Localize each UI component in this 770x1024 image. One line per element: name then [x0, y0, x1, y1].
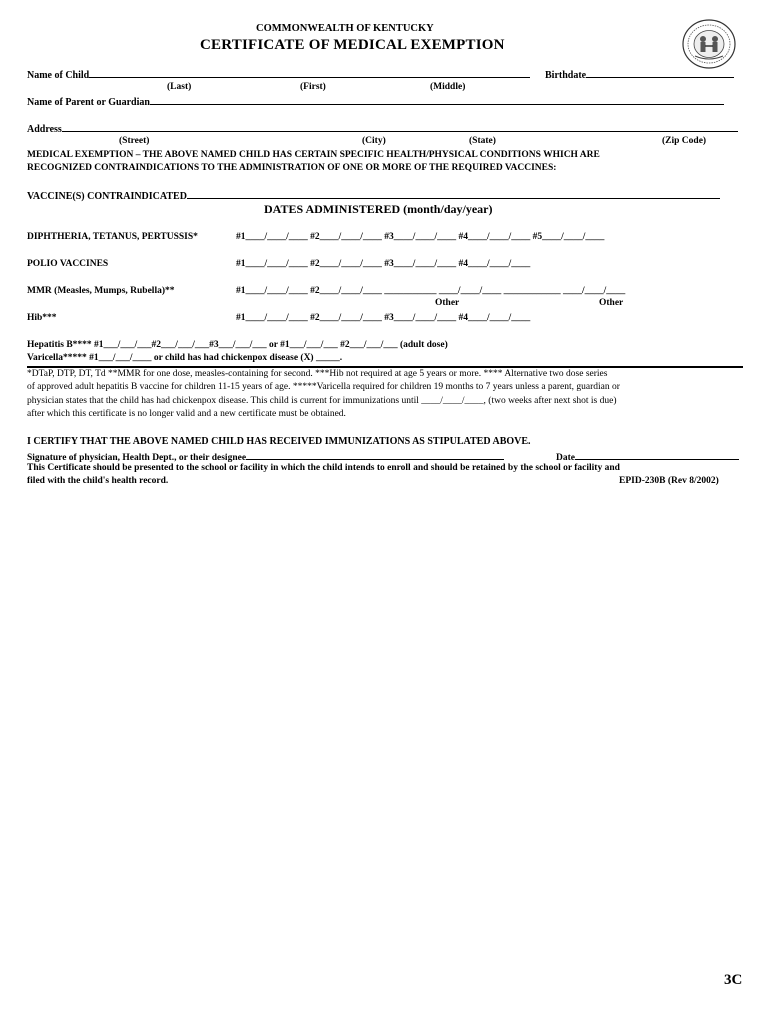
date-field[interactable]	[556, 450, 739, 463]
child-name-field[interactable]	[27, 68, 530, 81]
dates-heading: DATES ADMINISTERED (month/day/year)	[264, 202, 493, 216]
polio-date-fields[interactable]: #1____/____/____ #2____/____/____ #3____/____/____ #4____/____/____	[236, 259, 531, 269]
form-title: CERTIFICATE OF MEDICAL EXEMPTION	[200, 37, 505, 53]
hib-label: Hib***	[27, 313, 57, 323]
first-name-caption: (First)	[300, 82, 326, 92]
parent-name-field[interactable]	[27, 95, 724, 108]
mmr-date-fields[interactable]: #1____/____/____ #2____/____/____ ___________ ____/____/____ ____________ ____/____/____	[236, 286, 626, 296]
hib-date-fields[interactable]: #1____/____/____ #2____/____/____ #3____/____/____ #4____/____/____	[236, 313, 531, 323]
mmr-other-caption-1: Other	[435, 298, 460, 308]
zip-caption: (Zip Code)	[662, 136, 707, 146]
mmr-label: MMR (Measles, Mumps, Rubella)**	[27, 286, 175, 296]
footnote-line-3: physician states that the child has had chickenpox disease. This child is current for immunizations until ____/____/____, (two weeks after next shot is due)	[27, 396, 617, 406]
presentation-instruction-line2: filed with the child's health record.	[27, 476, 169, 486]
birthdate-label: Birthdate	[545, 70, 587, 81]
contraindicated-label: VACCINE(S) CONTRAINDICATED	[27, 191, 187, 202]
signature-label: Signature of physician, Health Dept., or their designee	[27, 453, 247, 463]
footnote-line-2: of approved adult hepatitis B vaccine for children 11-15 years of age. *****Varicella required for children 19 months to 7 years unless a parent, guardian or	[27, 382, 620, 392]
form-id: EPID-230B (Rev 8/2002)	[619, 476, 719, 486]
dtp-label: DIPHTHERIA, TETANUS, PERTUSSIS*	[27, 232, 198, 242]
address-field[interactable]	[27, 122, 738, 135]
child-name-label: Name of Child	[27, 70, 90, 81]
page-number: 3C	[724, 972, 743, 988]
exemption-statement-line2: RECOGNIZED CONTRAINDICATIONS TO THE ADMINISTRATION OF ONE OR MORE OF THE REQUIRED VACCINES:	[27, 163, 557, 173]
agency-name: COMMONWEALTH OF KENTUCKY	[256, 23, 434, 34]
birthdate-field[interactable]	[545, 68, 734, 81]
street-caption: (Street)	[119, 136, 150, 146]
state-caption: (State)	[469, 136, 496, 146]
hepatitis-b-date-fields[interactable]: Hepatitis B**** #1___/___/___#2___/___/___#3___/___/___ or #1___/___/___ #2___/___/___ (adult dose)	[27, 340, 448, 350]
parent-name-label: Name of Parent or Guardian	[27, 97, 150, 108]
signature-field[interactable]	[27, 450, 504, 463]
certification-statement: I CERTIFY THAT THE ABOVE NAMED CHILD HAS RECEIVED IMMUNIZATIONS AS STIPULATED ABOVE.	[27, 436, 531, 447]
middle-name-caption: (Middle)	[430, 82, 466, 92]
address-label: Address	[27, 124, 62, 135]
date-label: Date	[556, 453, 575, 463]
mmr-other-caption-2: Other	[599, 298, 624, 308]
presentation-instruction-line1: This Certificate should be presented to the school or facility in which the child intends to enroll and should be retained by the school or facility and	[27, 463, 620, 473]
dtp-date-fields[interactable]: #1____/____/____ #2____/____/____ #3____/____/____ #4____/____/____ #5____/____/____	[236, 232, 605, 242]
city-caption: (City)	[362, 136, 386, 146]
footnote-line-4: after which this certificate is no longer valid and a new certificate must be obtained.	[27, 409, 346, 419]
exemption-statement-line1: MEDICAL EXEMPTION – THE ABOVE NAMED CHILD HAS CERTAIN SPECIFIC HEALTH/PHYSICAL CONDITIONS WHICH ARE	[27, 150, 600, 160]
last-name-caption: (Last)	[167, 82, 192, 92]
section-divider	[27, 366, 743, 368]
footnote-line-1: *DTaP, DTP, DT, Td **MMR for one dose, measles-containing for second. ***Hib not required at age 5 years or more. **** Alternative two dose series	[27, 369, 608, 379]
kentucky-seal-icon	[681, 18, 737, 70]
polio-label: POLIO VACCINES	[27, 259, 109, 269]
varicella-date-fields[interactable]: Varicella***** #1___/___/____ or child has had chickenpox disease (X) _____.	[27, 353, 343, 363]
contraindicated-field[interactable]	[27, 189, 720, 202]
